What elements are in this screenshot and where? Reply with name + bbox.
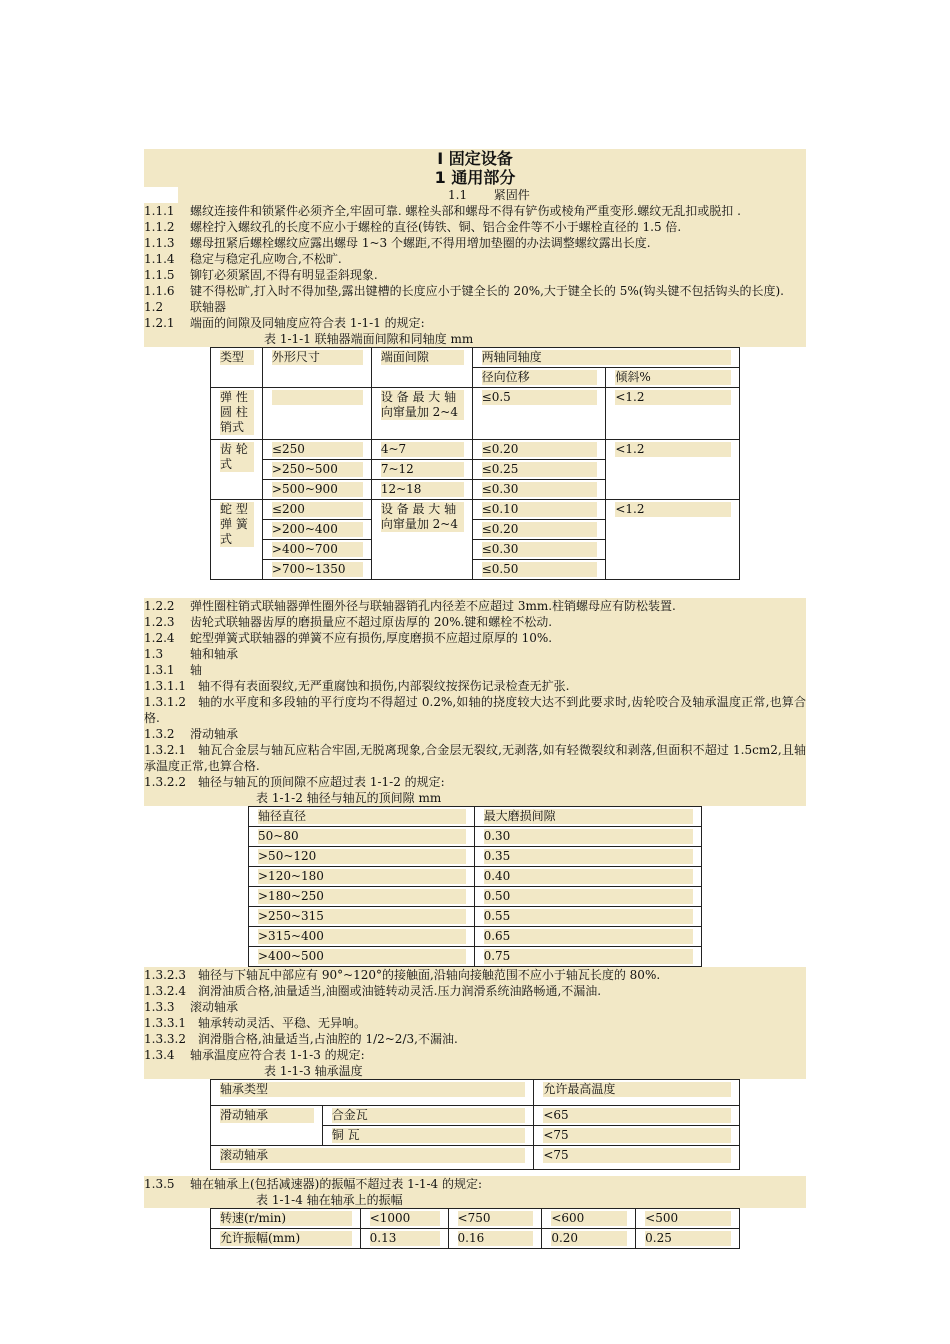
th-size: 外形尺寸	[272, 350, 363, 365]
shaft-diameter: >50~120	[258, 849, 466, 864]
alloy-pad-temperature: <65	[543, 1108, 731, 1123]
item-1-3-2-3: 1.3.2.3 轴径与下轴瓦中部应有 90°~120°的接触面,沿轴向接触范围不应小于轴瓦长度的 80%.	[144, 967, 806, 983]
copper-pad-temperature: <75	[543, 1128, 731, 1143]
item-1-3-1-2: 1.3.1.2 轴的水平度和多段轴的平行度均不得超过 0.2%,如轴的挠度较大达不到此要求时,齿轮咬合及轴承温度正常,也算合格.	[144, 695, 806, 725]
radial-gear: ≤0.30	[482, 482, 598, 497]
max-clearance: 0.55	[484, 909, 693, 924]
rolling-bearing: 滚动轴承	[220, 1148, 525, 1163]
gap-spring: 设 备 最 大 轴 向窜量加 2~4	[381, 502, 464, 532]
item-1-3-2-4: 1.3.2.4 润滑油质合格,油量适当,油圈或油链转动灵活.压力润滑系统油路畅通,不漏油.	[144, 983, 806, 999]
size-spring: >700~1350	[272, 562, 363, 577]
amplitude-value: 0.16	[458, 1231, 534, 1246]
type-spring: 蛇 型 弹 簧 式	[220, 502, 254, 547]
copper-pad: 铜 瓦	[332, 1128, 526, 1143]
size-gear: >250~500	[272, 462, 363, 477]
speed-value: <750	[458, 1211, 534, 1226]
radial-pin: ≤0.5	[482, 390, 598, 405]
item-1-2-3: 1.2.3 齿轮式联轴器齿厚的磨损量应不超过原齿厚的 20%.键和螺栓不松动.	[144, 614, 806, 630]
radial-spring: ≤0.20	[482, 522, 598, 537]
size-spring: >400~700	[272, 542, 363, 557]
gap-pin: 设 备 最 大 轴 向窜量加 2~4	[381, 390, 464, 420]
speed-label: 转速(r/min)	[220, 1211, 352, 1226]
max-clearance: 0.40	[484, 869, 693, 884]
table1-caption: 表 1-1-1 联轴器端面间隙和同轴度 mm	[144, 331, 806, 347]
item-1-1-4: 1.1.4 稳定与稳定孔应吻合,不松旷.	[144, 251, 806, 267]
table2-caption: 表 1-1-2 轴径与轴瓦的顶间隙 mm	[144, 790, 806, 806]
item-1-2-2: 1.2.2 弹性圈柱销式联轴器弹性圈外径与联轴器销孔内径差不应超过 3mm.柱销螺母应有防松装置.	[144, 598, 806, 614]
item-1-3-3-1: 1.3.3.1 轴承转动灵活、平稳、无异响。	[144, 1015, 806, 1031]
section-1-3-heading: 1.3 轴和轴承	[144, 646, 806, 662]
section-1-1-heading: 1.1 紧固件	[144, 187, 806, 203]
th-bearing-type: 轴承类型	[220, 1082, 525, 1097]
amplitude-value: 0.20	[551, 1231, 627, 1246]
th-type: 类型	[220, 350, 254, 365]
section-1-3-1-heading: 1.3.1 轴	[144, 662, 806, 678]
item-1-3-5: 1.3.5 轴在轴承上(包括减速器)的振幅不超过表 1-1-4 的规定:	[144, 1176, 806, 1192]
item-1-3-2-2: 1.3.2.2 轴径与轴瓦的顶间隙不应超过表 1-1-2 的规定:	[144, 774, 806, 790]
sliding-bearing: 滑动轴承	[220, 1108, 314, 1123]
max-clearance: 0.35	[484, 849, 693, 864]
shaft-diameter: >180~250	[258, 889, 466, 904]
item-1-1-5: 1.1.5 铆钉必须紧固,不得有明显歪斜现象.	[144, 267, 806, 283]
gap-gear: 7~12	[381, 462, 464, 477]
shaft-diameter: >250~315	[258, 909, 466, 924]
coupling-table	[210, 347, 740, 580]
table3-caption: 表 1-1-3 轴承温度	[144, 1063, 806, 1079]
shaft-diameter: >315~400	[258, 929, 466, 944]
item-1-1-2: 1.1.2 螺栓拧入螺纹孔的长度不应小于螺栓的直径(铸铁、铜、铝合金件等不小于螺栓直径的 1.5 倍.	[144, 219, 806, 235]
shaft-diameter: >120~180	[258, 869, 466, 884]
heading-1: Ⅰ 固定设备	[144, 149, 806, 168]
item-1-2-4: 1.2.4 蛇型弹簧式联轴器的弹簧不应有损伤,厚度磨损不应超过原厚的 10%.	[144, 630, 806, 646]
document-page	[144, 149, 806, 1249]
tilt-gear: <1.2	[615, 442, 731, 457]
max-clearance: 0.75	[484, 949, 693, 964]
th-gap: 端面间隙	[381, 350, 464, 365]
rolling-bearing-temperature: <75	[543, 1148, 731, 1163]
th-shaft-diameter: 轴径直径	[258, 809, 466, 824]
size-gear: >500~900	[272, 482, 363, 497]
amplitude-value: 0.25	[645, 1231, 731, 1246]
item-1-3-3-2: 1.3.3.2 润滑脂合格,油量适当,占油腔的 1/2~2/3,不漏油.	[144, 1031, 806, 1047]
radial-spring: ≤0.10	[482, 502, 598, 517]
vibration-table	[210, 1208, 740, 1249]
alloy-pad: 合金瓦	[332, 1108, 526, 1123]
radial-gear: ≤0.20	[482, 442, 598, 457]
size-pin-empty	[272, 390, 363, 405]
bearing-temperature-table	[210, 1079, 740, 1170]
max-clearance: 0.65	[484, 929, 693, 944]
amplitude-value: 0.13	[370, 1231, 440, 1246]
th-tilt: 倾斜%	[615, 370, 731, 385]
item-1-2-1: 1.2.1 端面的间隙及同轴度应符合表 1-1-1 的规定:	[144, 315, 806, 331]
size-gear: ≤250	[272, 442, 363, 457]
radial-spring: ≤0.30	[482, 542, 598, 557]
radial-spring: ≤0.50	[482, 562, 598, 577]
item-1-1-6: 1.1.6 键不得松旷,打入时不得加垫,露出键槽的长度应小于键全长的 20%,大于键全长的 5%(钩头键不包括钩头的长度).	[144, 283, 806, 299]
th-coaxiality: 两轴同轴度	[482, 350, 731, 365]
type-pin: 弹 性 圆 柱 销式	[220, 390, 254, 435]
speed-value: <600	[551, 1211, 627, 1226]
th-max-clearance: 最大磨损间隙	[484, 809, 693, 824]
item-1-1-3: 1.1.3 螺母扭紧后螺栓螺纹应露出螺母 1~3 个螺距,不得用增加垫圈的办法调整螺纹露出长度.	[144, 235, 806, 251]
type-gear: 齿 轮 式	[220, 442, 254, 472]
item-1-3-2-1: 1.3.2.1 轴瓦合金层与轴瓦应粘合牢固,无脱离现象,合金层无裂纹,无剥落,如有轻微裂纹和剥落,但面积不超过 1.5cm2,且轴承温度正常,也算合格.	[144, 743, 806, 773]
gap-gear: 12~18	[381, 482, 464, 497]
size-spring: >200~400	[272, 522, 363, 537]
tilt-spring: <1.2	[615, 502, 731, 517]
section-1-3-2-heading: 1.3.2 滑动轴承	[144, 726, 806, 742]
speed-value: <1000	[370, 1211, 440, 1226]
section-1-3-3-heading: 1.3.3 滚动轴承	[144, 999, 806, 1015]
item-1-3-4: 1.3.4 轴承温度应符合表 1-1-3 的规定:	[144, 1047, 806, 1063]
item-1-1-1: 1.1.1 螺纹连接件和锁紧件必须齐全,牢固可靠. 螺栓头部和螺母不得有铲伤或棱角严重变形.螺纹无乱扣或脱扣 .	[144, 203, 806, 219]
bearing-clearance-table	[248, 806, 702, 967]
size-spring: ≤200	[272, 502, 363, 517]
tilt-pin: <1.2	[615, 390, 731, 405]
shaft-diameter: >400~500	[258, 949, 466, 964]
item-1-3-1-1: 1.3.1.1 轴不得有表面裂纹,无严重腐蚀和损伤,内部裂纹按探伤记录检查无扩张.	[144, 678, 806, 694]
gap-gear: 4~7	[381, 442, 464, 457]
radial-gear: ≤0.25	[482, 462, 598, 477]
section-1-2-heading: 1.2 联轴器	[144, 299, 806, 315]
heading-2: 1 通用部分	[144, 168, 806, 187]
th-radial: 径向位移	[482, 370, 598, 385]
max-clearance: 0.30	[484, 829, 693, 844]
table4-caption: 表 1-1-4 轴在轴承上的振幅	[144, 1192, 806, 1208]
amplitude-label: 允许振幅(mm)	[220, 1231, 352, 1246]
shaft-diameter: 50~80	[258, 829, 466, 844]
max-clearance: 0.50	[484, 889, 693, 904]
speed-value: <500	[645, 1211, 731, 1226]
th-max-temperature: 允许最高温度	[543, 1082, 731, 1097]
